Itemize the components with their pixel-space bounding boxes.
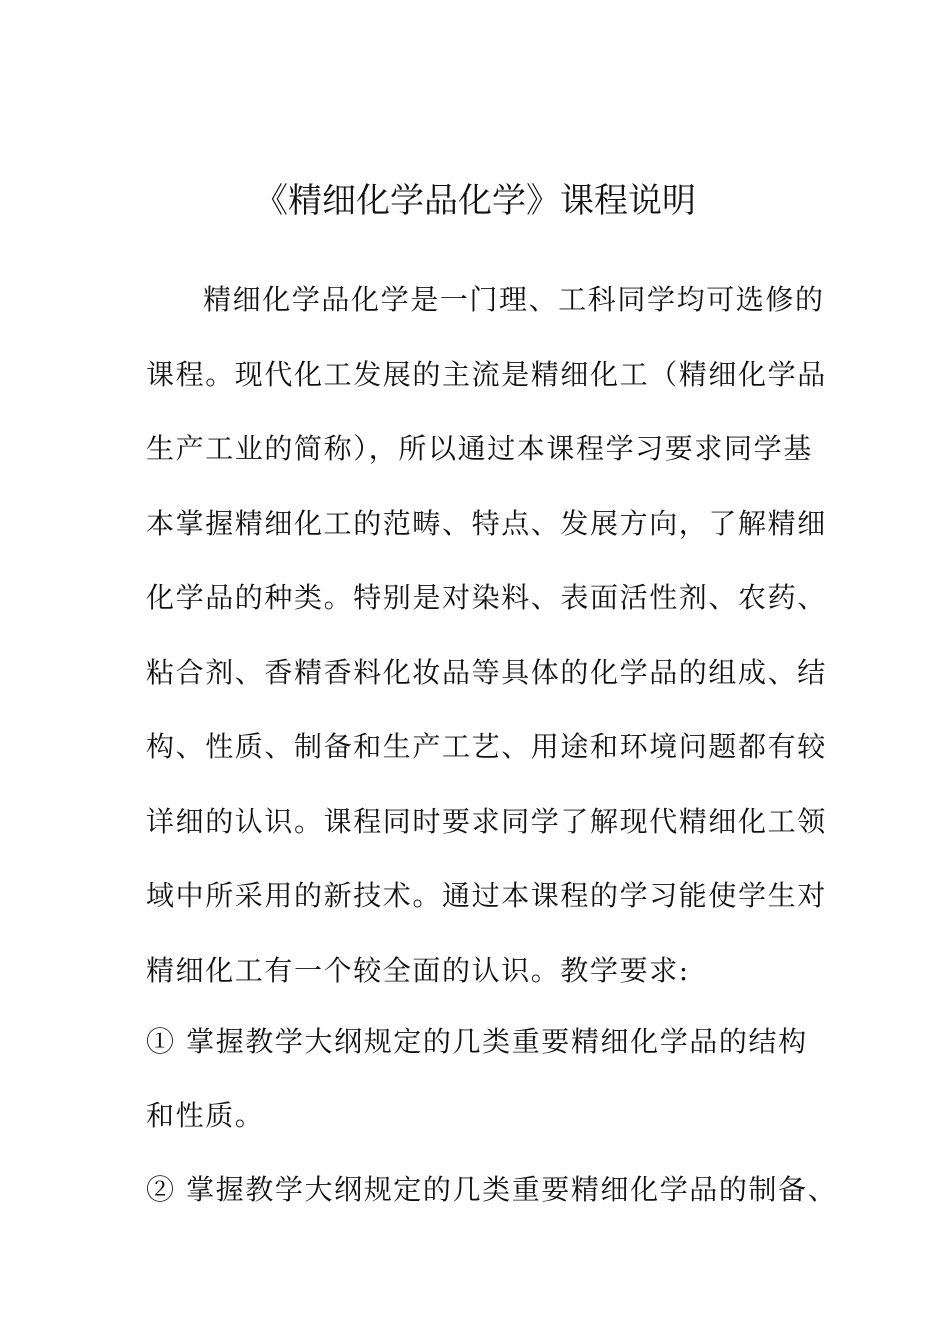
paragraph-line-2: 课程。现代化工发展的主流是精细化工（精细化学品: [146, 358, 827, 391]
paragraph-line-3: 生产工业的简称），所以通过本课程学习要求同学基: [146, 432, 813, 465]
paragraph-line-8: 详细的认识。课程同时要求同学了解现代精细化工领: [146, 805, 827, 838]
paragraph-line-1: 精细化学品化学是一门理、工科同学均可选修的: [203, 283, 825, 316]
requirement-item-1-continued: 和性质。: [146, 1099, 265, 1132]
requirement-item-1: ① 掌握教学大纲规定的几类重要精细化学品的结构: [146, 1025, 808, 1058]
paragraph-line-5: 化学品的种类。特别是对染料、表面活性剂、农药、: [146, 581, 827, 614]
paragraph-line-4: 本掌握精细化工的范畴、特点、发展方向，了解精细: [146, 507, 827, 540]
paragraph-line-10: 精细化工有一个较全面的认识。教学要求:: [146, 954, 690, 987]
document-title: 《精细化学品化学》课程说明: [254, 181, 696, 221]
paragraph-line-7: 构、性质、制备和生产工艺、用途和环境问题都有较: [146, 730, 827, 763]
requirement-item-2: ② 掌握教学大纲规定的几类重要精细化学品的制备、: [146, 1173, 838, 1206]
paragraph-line-6: 粘合剂、香精香料化妆品等具体的化学品的组成、结: [146, 656, 827, 689]
paragraph-line-9: 域中所采用的新技术。通过本课程的学习能使学生对: [146, 879, 827, 912]
